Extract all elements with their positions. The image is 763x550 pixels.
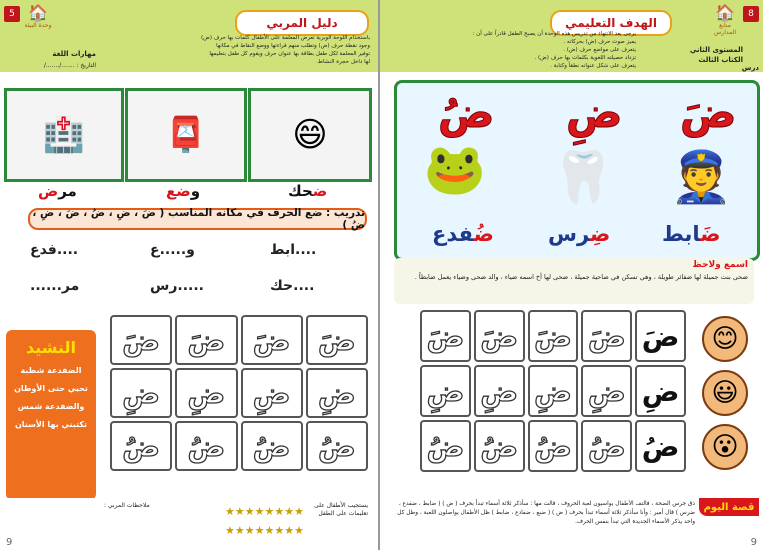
house-icon: 🏠 [715,3,735,22]
boy-face-icon: 😊 [702,316,748,362]
boy-face-icon: 😮 [702,424,748,470]
star-icon[interactable]: ★ [284,505,295,518]
star-icon[interactable]: ★ [254,524,265,537]
goal-item: يتعرف على شكل عنوانه نطقاً وكتابة . [550,63,636,69]
trace-cell[interactable]: ضَ [420,310,471,362]
right-page-number: 8 [743,6,759,22]
left-page [0,0,380,550]
star-icon[interactable]: ★ [225,505,235,518]
right-footer [384,498,759,538]
footer-notes-label: ملاحظات المربي : [104,502,150,509]
letter-fatha: ضَ [680,88,737,137]
word-dabit: ضَابط [662,222,721,246]
listen-title: اسمع ولاحظ [692,260,748,270]
left-footer [4,498,374,538]
photo-laughing-face: 😄 [248,88,372,182]
word-dahik: ضحك [288,182,328,200]
skills-label: مهارات اللغة [52,50,96,58]
blank-word[interactable]: و.....ع [150,242,195,258]
exercise-instruction: تدريب : ضع الحرف في مكانه المناسب ( ضَ ، ضِ ، ضُ ، ضَ ، ضِ ، ضُ ) [28,208,367,230]
trace-cell[interactable]: ضِ [306,368,368,418]
model-cell: ضُ [635,420,686,472]
book-label: الكتاب الثالث [698,56,743,64]
trace-cell[interactable]: ضِ [110,368,172,418]
photo-hospital: 🏥 [4,88,124,182]
right-page [380,0,763,550]
house-icon: 🏠 [28,3,48,22]
footer-stars-label: يستجيب الأطفال على تعليمات على الطفل [314,502,368,517]
song-line: تكتبني بها الأسنان [14,420,88,429]
footer-story: ذق جرس الضحة ، فالتف الأطفال يواسيون لعبة الحروف ، قالت مها : سأذكر ثلاثة أسماء تبدأ بحرف ( ض ) ( ضابط ، ضفدع ، ضرس ) قال أمير : وأنا سأذكر ثلاثة أسماء تبدأ بحرف ( ض ) ( ضبع ، ضفادع ، ضابط ) ظل الأطفال يواصلون اللعبة ، وظل كل واحد يذكر الأسماء الجديدة التي تبدأ بنفس الحرف. [397,501,695,525]
goal-item: تزداد حصيلته اللغوية بكلمات بها حرف (ض) . [534,55,636,61]
frog-picture: 🐸 [423,140,487,198]
note-item: لها داخل حجرة النشاط. [316,59,370,65]
note-item: وجود نقطة حرف (ض) وتطلب منهم قراءتها ووضع النقاط في مكانها [216,43,370,49]
goal-item: يتعرف على مواضع حرف (ض) . [563,47,636,53]
right-logo-text: منابع المدارس [713,22,736,36]
blank-word[interactable]: .....رس [150,278,204,294]
star-icon[interactable]: ★ [274,524,285,537]
star-icon[interactable]: ★ [264,524,275,537]
right-goals [386,30,636,70]
story-tag: قصة اليوم [699,498,759,516]
goal-item: يرجى بعد الانتهاء من تدريس هذه الوحدة أن يصبح الطفل قادراً على أن : [472,31,636,37]
listen-box [394,258,754,304]
note-item: توفير المعلمة لكل طفل بطاقة بها عنوان حرف ويقوم كل طفل بتعليمها [209,51,370,57]
trace-cell[interactable]: ضَ [581,310,632,362]
left-tracing-grid [110,315,368,471]
trace-cell[interactable]: ضُ [581,420,632,472]
trace-cell[interactable]: ضِ [175,368,237,418]
star-icon[interactable]: ★ [284,524,295,537]
trace-cell[interactable]: ضَ [175,315,237,365]
rating-stars[interactable] [164,500,304,538]
trace-cell[interactable]: ضَ [474,310,525,362]
star-icon[interactable]: ★ [264,505,275,518]
star-icon[interactable]: ★ [294,524,304,537]
left-notes [120,34,370,66]
trace-cell[interactable]: ضُ [241,421,303,471]
goal-item: يميز صوت حرف (ض) بحركاته . [563,39,636,45]
trace-cell[interactable]: ضَ [528,310,579,362]
word-marad: مرض [38,182,77,200]
word-dirs: ضِرس [548,222,611,246]
model-cell: ضِ [635,365,686,417]
letter-kasra: ضِ [566,88,623,137]
blank-word[interactable]: ....حك [270,278,315,294]
star-icon[interactable]: ★ [225,524,235,537]
trace-cell[interactable]: ضُ [420,420,471,472]
blank-word[interactable]: ....فدع [30,242,79,258]
trace-cell[interactable]: ضُ [528,420,579,472]
trace-cell[interactable]: ضَ [241,315,303,365]
boy-face-icon: 😃 [702,370,748,416]
note-item: باستخدام اللوحة الوبرية تعرض المعلمة على الأطفال كلمات بها حرف (ض) [201,35,370,41]
blank-word[interactable]: ....ابط [270,242,317,258]
star-icon[interactable]: ★ [244,505,255,518]
letter-damma: ضُ [438,88,495,137]
trace-cell[interactable]: ضِ [581,365,632,417]
left-banner: دليل المربي [235,10,369,36]
trace-cell[interactable]: ضِ [528,365,579,417]
trace-cell[interactable]: ضُ [306,421,368,471]
trace-cell[interactable]: ضِ [420,365,471,417]
right-footer-number: 9 [750,537,757,548]
date-label: التاريخ : ......./......./ [43,62,96,69]
story-text: ضحى بنت جميلة لها ضفائر طويلة ، وهي تسكن في ضاحية جميلة ، ضحى لها أخ اسمه ضياء ، والد ضحى وضياء يعمل ضابطاً . [414,273,748,281]
trace-cell[interactable]: ضَ [306,315,368,365]
star-icon[interactable]: ★ [234,524,245,537]
left-logo [24,4,52,32]
song-line: والضفدعة شمس [17,402,85,411]
lesson-label: درس [741,64,759,72]
trace-cell[interactable]: ضِ [474,365,525,417]
blank-word[interactable]: مر...... [30,278,80,294]
left-page-number: 5 [4,6,20,22]
trace-cell[interactable]: ضُ [474,420,525,472]
trace-cell[interactable]: ضَ [110,315,172,365]
song-title: النشيد [25,338,77,357]
star-icon[interactable]: ★ [234,505,245,518]
word-wada: وضع [166,182,201,200]
policeman-picture: 👮 [670,148,733,206]
trace-cell[interactable]: ضِ [241,368,303,418]
star-icon[interactable]: ★ [294,505,304,518]
star-icon[interactable]: ★ [274,505,285,518]
word-difda: ضُفدع [432,222,494,246]
left-footer-number: 9 [6,537,13,548]
level-label: المستوى الثاني [689,46,743,54]
model-cell: ضَ [635,310,686,362]
star-icon[interactable]: ★ [244,524,255,537]
song-line: الضفدعة شطبة [20,366,82,375]
right-logo [711,3,739,36]
trace-cell[interactable]: ضُ [175,421,237,471]
song-line: تحيي حتى الأوطان [14,384,88,393]
trace-cell[interactable]: ضُ [110,421,172,471]
photo-mailbox: 📮 [125,88,247,182]
star-icon[interactable]: ★ [254,505,265,518]
tooth-picture: 🦷 [552,148,615,206]
left-logo-text: وحدة البيئة [24,22,52,29]
right-banner: الهدف التعليمي [550,10,672,36]
right-tracing-grid [420,310,686,472]
song-box [6,330,96,500]
